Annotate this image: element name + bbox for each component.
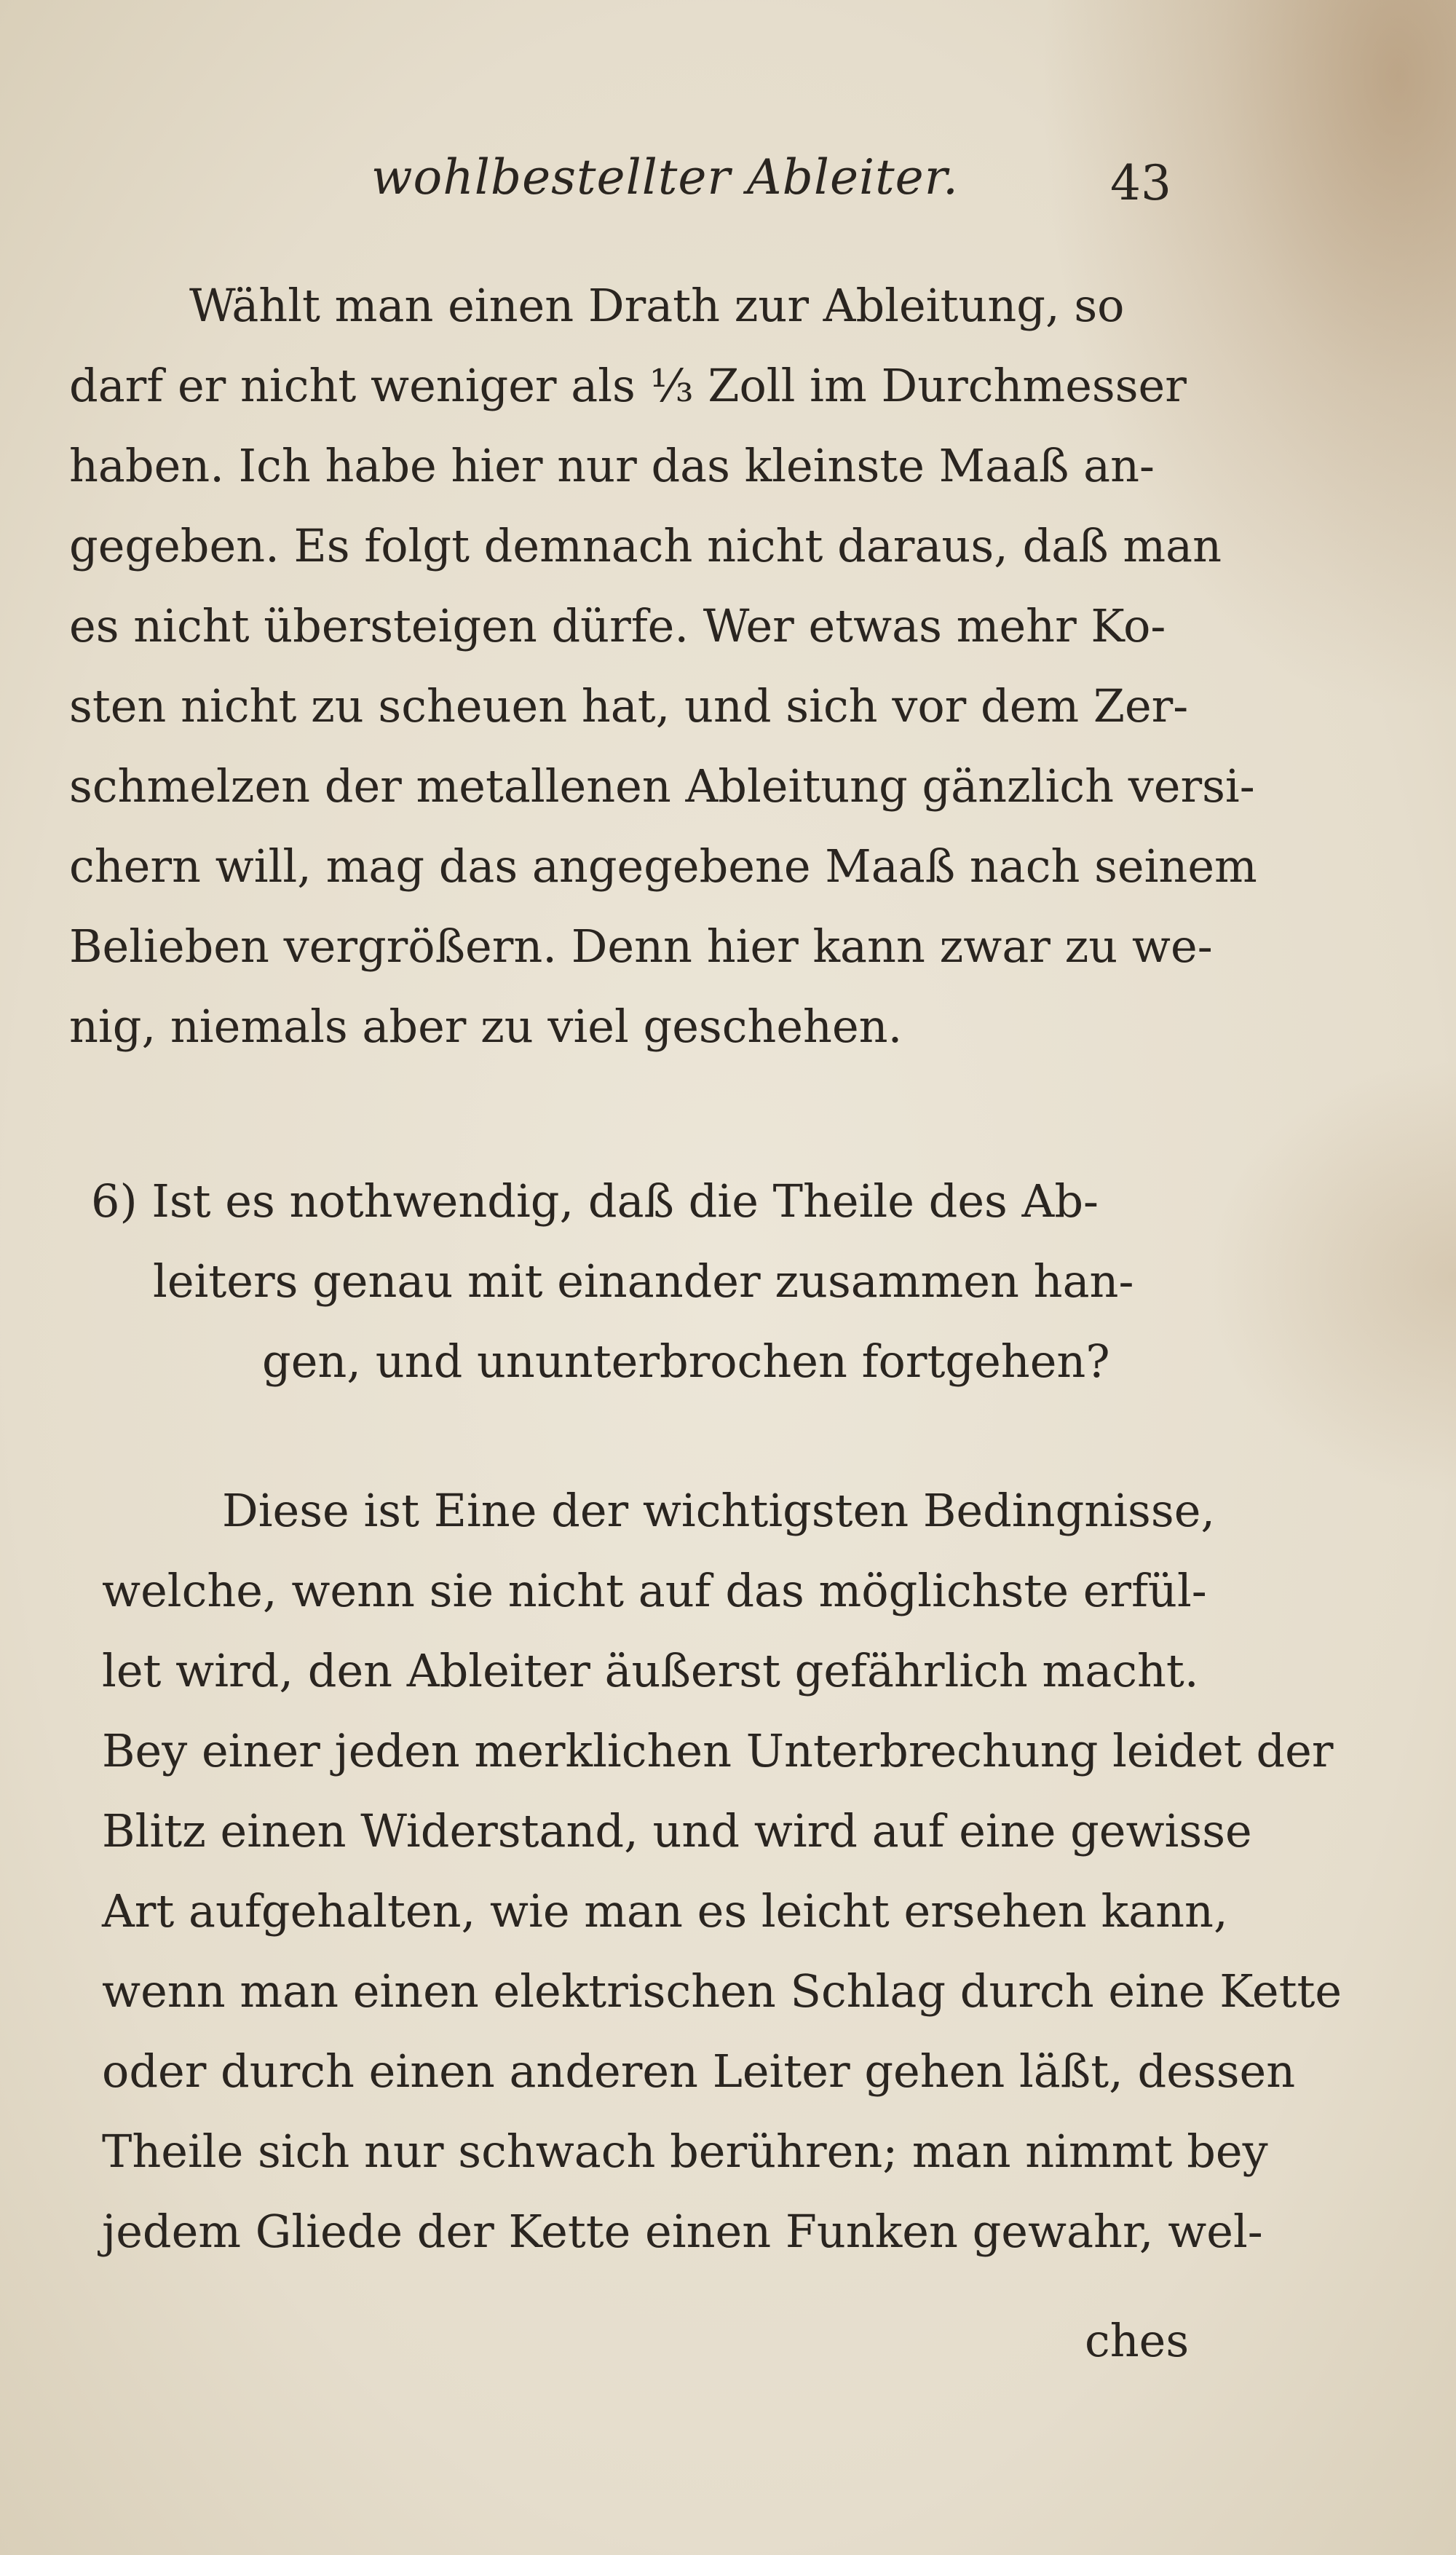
running-head: wohlbestellter Ableiter. — [371, 149, 959, 205]
text-line: sten nicht zu scheuen hat, und sich vor dem Zer- — [69, 679, 1189, 732]
text-line: es nicht übersteigen dürfe. Wer etwas mehr Ko- — [69, 599, 1166, 652]
text-line: Theile sich nur schwach berühren; man nimmt bey — [102, 2125, 1268, 2178]
text-line: jedem Gliede der Kette einen Funken gewahr, wel- — [102, 2205, 1263, 2258]
text-line: Diese ist Eine der wichtigsten Bedingnisse, — [222, 1484, 1216, 1537]
text-line: gegeben. Es folgt demnach nicht daraus, daß man — [69, 519, 1222, 572]
text-line: Blitz einen Widerstand, und wird auf eine gewisse — [102, 1804, 1252, 1857]
text-line: haben. Ich habe hier nur das kleinste Maaß an- — [69, 439, 1155, 492]
catchword: ches — [1085, 2314, 1190, 2367]
text-line: nig, niemals aber zu viel geschehen. — [69, 1000, 903, 1053]
text-line: Bey einer jeden merklichen Unterbrechung leidet der — [102, 1724, 1334, 1777]
question-line: leiters genau mit einander zusammen han- — [153, 1255, 1134, 1308]
text-line: Wählt man einen Drath zur Ableitung, so — [189, 279, 1125, 332]
text-line: oder durch einen anderen Leiter gehen läßt, dessen — [102, 2045, 1296, 2098]
text-line: chern will, mag das angegebene Maaß nach seinem — [69, 840, 1257, 893]
text-line: let wird, den Ableiter äußerst gefährlich macht. — [102, 1644, 1199, 1697]
text-line: wenn man einen elektrischen Schlag durch eine Kette — [102, 1964, 1342, 2018]
question-line: gen, und ununterbrochen fortgehen? — [262, 1335, 1110, 1388]
text-line: welche, wenn sie nicht auf das möglichste erfül- — [102, 1564, 1207, 1617]
page-header — [0, 149, 1456, 215]
text-line: Belieben vergrößern. Denn hier kann zwar zu we- — [69, 920, 1213, 973]
text-line: schmelzen der metallenen Ableitung gänzlich versi- — [69, 759, 1255, 813]
text-line: darf er nicht weniger als ⅓ Zoll im Durchmesser — [69, 359, 1187, 412]
question-line: 6) Ist es nothwendig, daß die Theile des Ab- — [91, 1174, 1099, 1228]
page-number: 43 — [1110, 155, 1171, 211]
text-line: Art aufgehalten, wie man es leicht ersehen kann, — [102, 1884, 1228, 1938]
